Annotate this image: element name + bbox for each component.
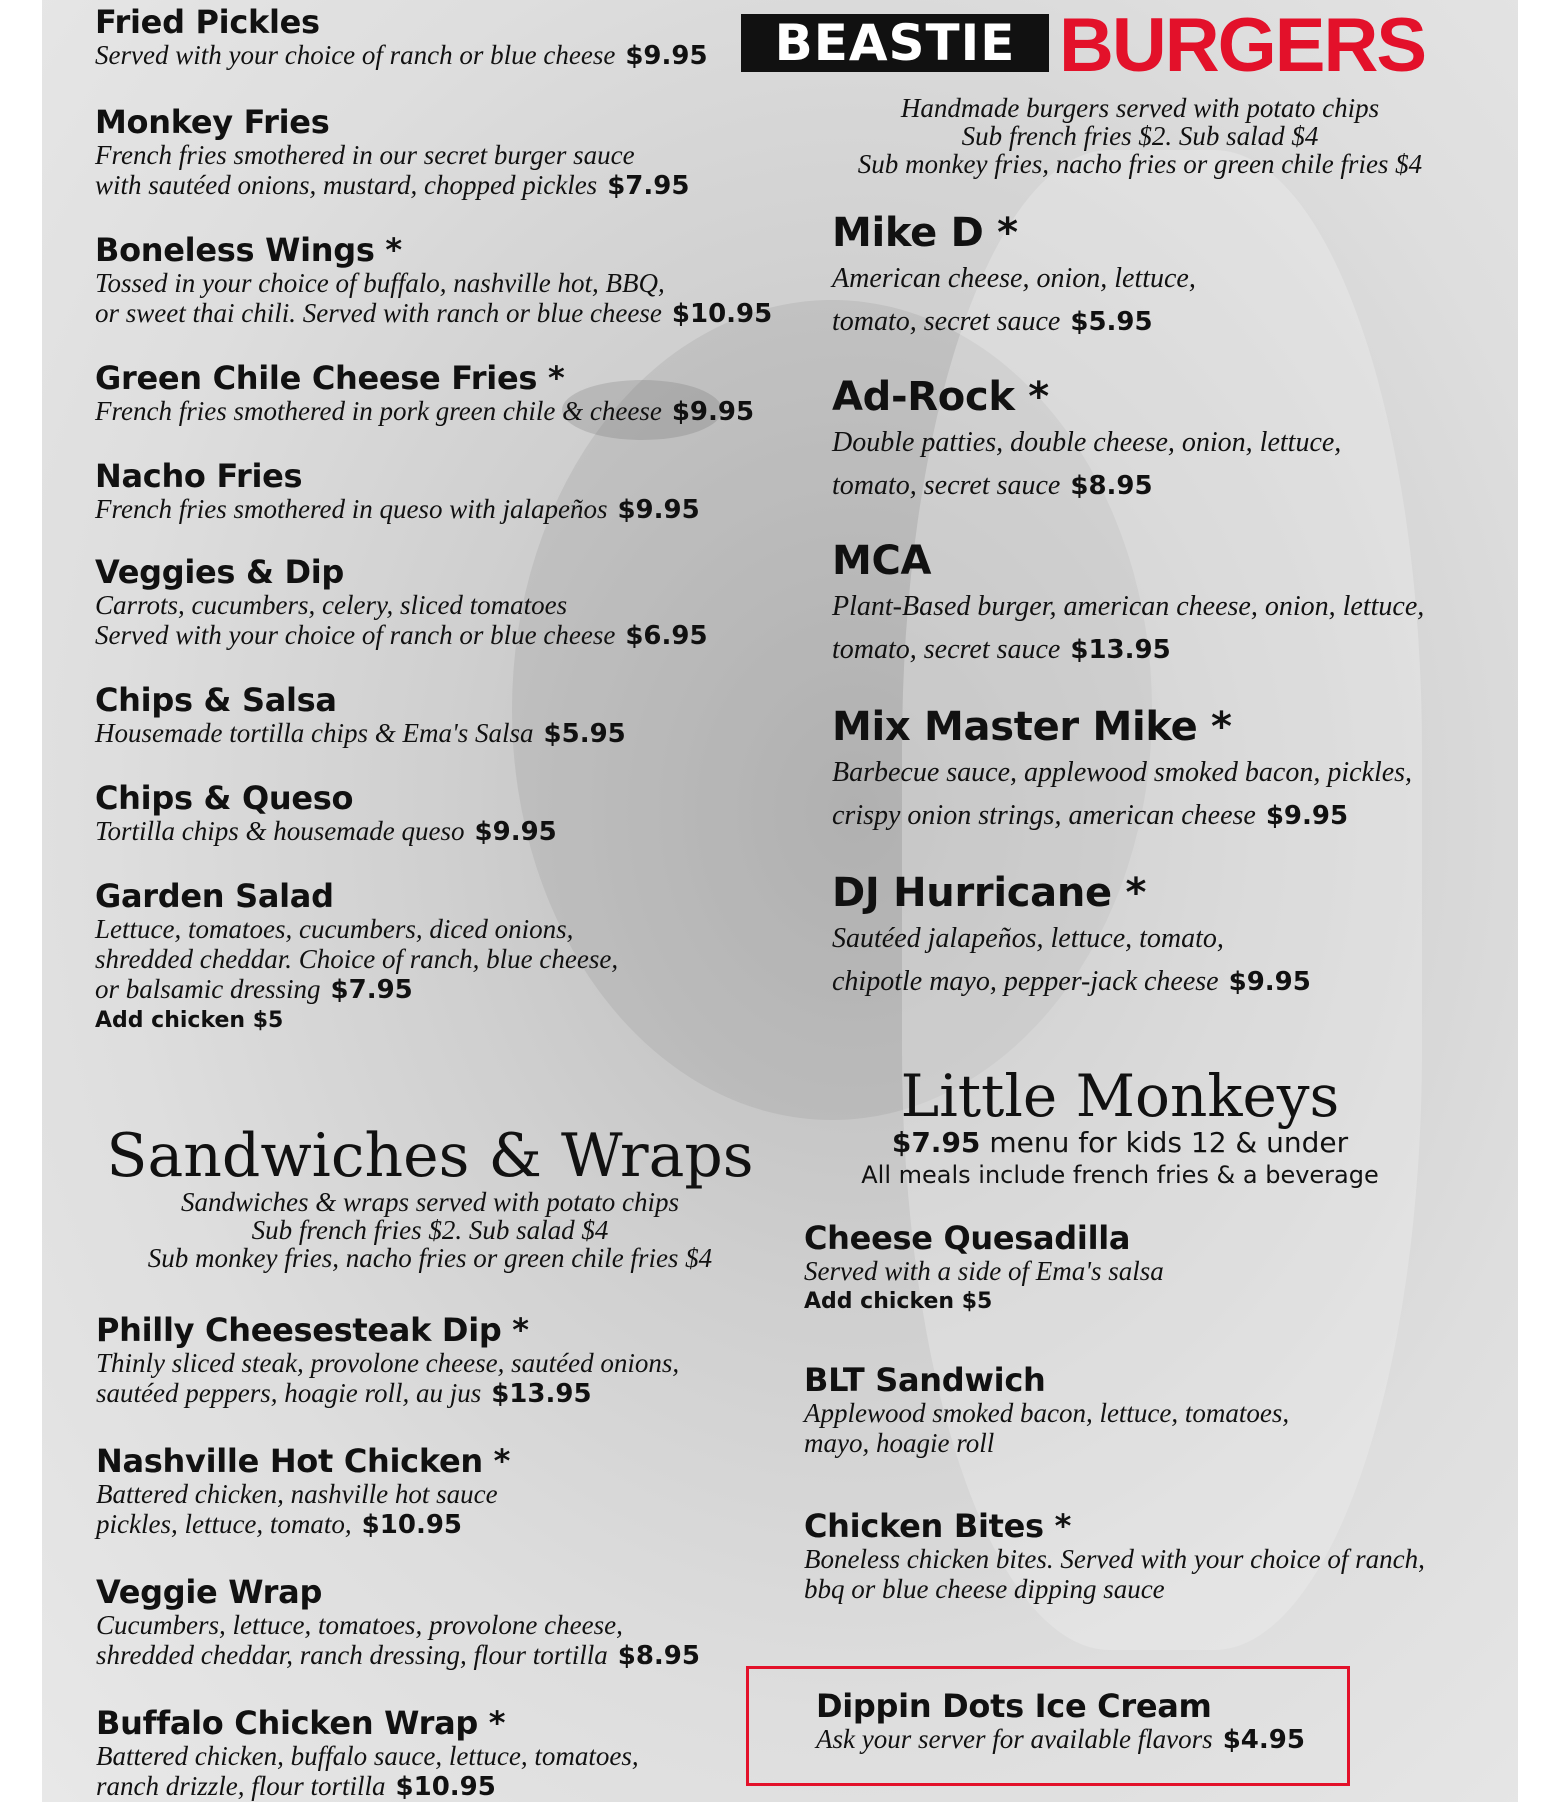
item-description: French fries smothered in our secret burger sauce — [95, 139, 635, 170]
menu-item-chips-and-queso — [95, 779, 557, 847]
menu-item-chicken-bites — [804, 1507, 1425, 1604]
menu-item-nashville-hot-chicken — [96, 1442, 511, 1540]
menu-item-garden-salad — [95, 877, 619, 1035]
kids-price: $7.95 — [891, 1126, 981, 1159]
item-price: $10.95 — [361, 1509, 463, 1540]
section-title-little-monkeys: Little Monkeys — [900, 1062, 1340, 1130]
item-price: $8.95 — [1070, 471, 1153, 501]
item-description: Battered chicken, buffalo sauce, lettuce, tomatoes, — [96, 1740, 639, 1771]
item-price: $7.95 — [330, 974, 413, 1005]
item-name: Chips & Queso — [95, 779, 354, 817]
item-description: Tortilla chips & housemade queso — [95, 815, 465, 846]
item-description: Plant-Based burger, american cheese, onion, lettuce, — [832, 591, 1425, 622]
item-description: with sautéed onions, mustard, chopped pickles — [95, 169, 598, 200]
menu-item-fried-pickles — [95, 3, 708, 71]
item-name: Boneless Wings * — [95, 231, 402, 269]
menu-item-monkey-fries — [95, 103, 690, 201]
item-description: American cheese, onion, lettuce, — [832, 263, 1196, 294]
item-name: Veggies & Dip — [95, 553, 344, 591]
item-price: $9.95 — [625, 40, 708, 71]
item-price: $13.95 — [1070, 635, 1171, 665]
item-description: tomato, secret sauce — [832, 470, 1061, 501]
menu-item-dippin-dots — [816, 1687, 1305, 1755]
item-price: $4.95 — [1222, 1724, 1305, 1755]
item-name: Buffalo Chicken Wrap * — [96, 1704, 506, 1742]
item-price: $9.95 — [1265, 801, 1349, 831]
item-description: Lettuce, tomatoes, cucumbers, diced onions, — [95, 913, 574, 944]
item-description: mayo, hoagie roll — [804, 1427, 995, 1458]
intro-line: Sub french fries $2. Sub salad $4 — [961, 121, 1319, 151]
item-description: Cucumbers, lettuce, tomatoes, provolone cheese, — [96, 1609, 623, 1640]
item-name: Garden Salad — [95, 877, 334, 915]
item-description: Sautéed jalapeños, lettuce, tomato, — [832, 923, 1224, 954]
item-addon: Add chicken $5 — [804, 1288, 993, 1314]
section-intro-burgers — [780, 94, 1500, 178]
menu-item-mca — [832, 540, 1424, 669]
item-description: French fries smothered in queso with jalapeños — [95, 493, 608, 524]
item-name: MCA — [832, 538, 932, 584]
section-intro-sandwiches — [100, 1188, 760, 1272]
item-description: Battered chicken, nashville hot sauce — [96, 1478, 498, 1509]
item-name: Nashville Hot Chicken * — [96, 1442, 511, 1480]
intro-line: Sandwiches & wraps served with potato chips — [181, 1187, 679, 1217]
item-description: Applewood smoked bacon, lettuce, tomatoes, — [804, 1397, 1290, 1428]
logo-beastie-word: BEASTIE — [741, 14, 1049, 72]
item-description: French fries smothered in pork green chile & cheese — [95, 395, 662, 426]
item-name: Veggie Wrap — [96, 1573, 323, 1611]
section-title-sandwiches: Sandwiches & Wraps — [106, 1121, 754, 1191]
item-name: Philly Cheesesteak Dip * — [96, 1311, 529, 1349]
item-description: Served with your choice of ranch or blue cheese — [95, 39, 616, 70]
item-name: Fried Pickles — [95, 3, 320, 41]
menu-item-mike-d — [832, 212, 1196, 341]
menu-item-cheese-quesadilla — [804, 1219, 1164, 1316]
item-price: $10.95 — [671, 298, 773, 329]
menu-item-philly-cheesesteak-dip — [96, 1311, 680, 1409]
intro-line: Sub monkey fries, nacho fries or green chile fries $4 — [147, 1243, 713, 1273]
item-name: Monkey Fries — [95, 103, 330, 141]
intro-line: Handmade burgers served with potato chips — [900, 93, 1380, 123]
item-name: Cheese Quesadilla — [804, 1219, 1131, 1257]
menu-item-dj-hurricane — [832, 872, 1311, 1001]
item-price: $8.95 — [617, 1640, 700, 1671]
item-description: Boneless chicken bites. Served with your choice of ranch, — [804, 1543, 1425, 1574]
menu-item-ad-rock — [832, 376, 1341, 505]
item-description: bbq or blue cheese dipping sauce — [804, 1573, 1165, 1604]
kids-price-line — [800, 1126, 1440, 1190]
item-description: pickles, lettuce, tomato, — [96, 1508, 352, 1539]
item-addon: Add chicken $5 — [95, 1007, 284, 1033]
item-description: Thinly sliced steak, provolone cheese, sautéed onions, — [96, 1347, 680, 1378]
item-description: Tossed in your choice of buffalo, nashville hot, BBQ, — [95, 267, 665, 298]
item-description: sautéed peppers, hoagie roll, au jus — [96, 1377, 482, 1408]
item-name: Chicken Bites * — [804, 1507, 1072, 1545]
intro-line: Sub monkey fries, nacho fries or green chile fries $4 — [857, 149, 1423, 179]
menu-item-mix-master-mike — [832, 706, 1412, 835]
item-name: Ad-Rock * — [832, 374, 1049, 420]
item-price: $9.95 — [1228, 967, 1311, 997]
item-name: Nacho Fries — [95, 457, 303, 495]
item-name: DJ Hurricane * — [832, 870, 1147, 916]
item-description: or balsamic dressing — [95, 973, 321, 1004]
item-price: $5.95 — [1070, 307, 1153, 337]
item-description: or sweet thai chili. Served with ranch or blue cheese — [95, 297, 662, 328]
menu-item-green-chile-cheese-fries — [95, 359, 755, 427]
item-description: Housemade tortilla chips & Ema's Salsa — [95, 717, 534, 748]
menu-item-boneless-wings — [95, 231, 773, 329]
item-description: Double patties, double cheese, onion, lettuce, — [832, 427, 1342, 458]
kids-price-text: menu for kids 12 & under — [989, 1126, 1349, 1159]
menu-item-nacho-fries — [95, 457, 700, 525]
item-price: $10.95 — [395, 1771, 496, 1802]
item-description: shredded cheddar. Choice of ranch, blue cheese, — [95, 943, 619, 974]
item-name: Chips & Salsa — [95, 681, 337, 719]
item-price: $7.95 — [607, 170, 690, 201]
item-name: Green Chile Cheese Fries * — [95, 359, 565, 397]
intro-line: Sub french fries $2. Sub salad $4 — [251, 1215, 609, 1245]
item-description: crispy onion strings, american cheese — [832, 800, 1256, 831]
logo-burgers-word: BURGERS — [1059, 3, 1426, 88]
menu-item-veggies-and-dip — [95, 553, 708, 651]
menu-item-blt-sandwich — [804, 1361, 1290, 1458]
item-name: BLT Sandwich — [804, 1361, 1046, 1399]
menu-item-buffalo-chicken-wrap — [96, 1704, 639, 1802]
item-price: $9.95 — [617, 494, 700, 525]
item-price: $9.95 — [474, 816, 557, 847]
item-name: Dippin Dots Ice Cream — [816, 1687, 1212, 1725]
menu-item-veggie-wrap — [96, 1573, 700, 1671]
item-description: tomato, secret sauce — [832, 306, 1061, 337]
item-description: Served with a side of Ema's salsa — [804, 1255, 1164, 1286]
item-description: Barbecue sauce, applewood smoked bacon, pickles, — [832, 757, 1413, 788]
item-price: $9.95 — [671, 396, 755, 427]
item-description: tomato, secret sauce — [832, 634, 1061, 665]
item-description: ranch drizzle, flour tortilla — [96, 1770, 386, 1801]
item-name: Mike D * — [832, 210, 1018, 256]
item-price: $5.95 — [543, 718, 626, 749]
item-description: shredded cheddar, ranch dressing, flour tortilla — [96, 1639, 608, 1670]
item-price: $13.95 — [491, 1378, 592, 1409]
item-description: Served with your choice of ranch or blue cheese — [95, 619, 616, 650]
menu-item-chips-and-salsa — [95, 681, 626, 749]
kids-note: All meals include french fries & a beverage — [861, 1161, 1379, 1189]
item-price: $6.95 — [625, 620, 708, 651]
item-description: Ask your server for available flavors — [816, 1723, 1213, 1754]
item-description: Carrots, cucumbers, celery, sliced tomatoes — [95, 589, 568, 620]
item-description: chipotle mayo, pepper-jack cheese — [832, 966, 1219, 997]
item-name: Mix Master Mike * — [832, 704, 1232, 750]
